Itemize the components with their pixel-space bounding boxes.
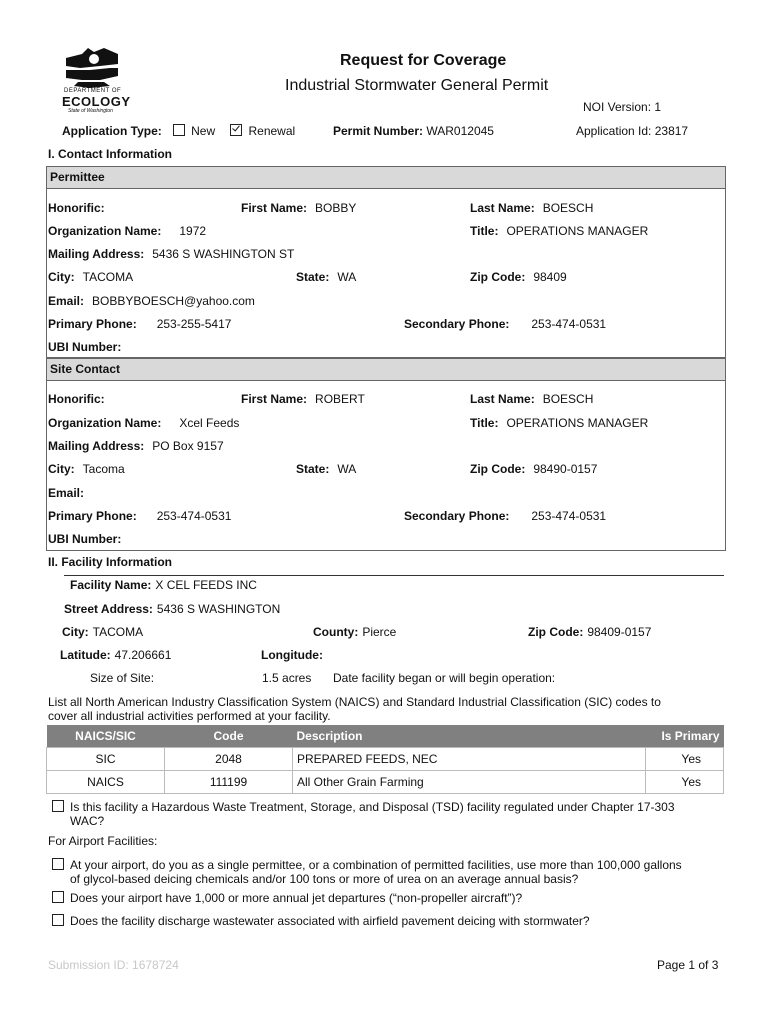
site-ubi-label: UBI Number:	[48, 532, 122, 546]
facility-divider	[64, 575, 724, 576]
col-code: Code	[165, 725, 293, 748]
longitude-label: Longitude:	[261, 648, 323, 662]
facility-latitude	[60, 648, 171, 662]
title-value: OPERATIONS MANAGER	[506, 416, 649, 430]
org-label: Organization Name:	[48, 416, 162, 430]
mailing-label: Mailing Address:	[48, 247, 145, 261]
site-honorific-label: Honorific:	[48, 392, 105, 406]
tsd-question-line1: Is this facility a Hazardous Waste Treatment, Storage, and Disposal (TSD) facility regulated under Chapter 17-303	[70, 800, 675, 814]
airport-question-2	[52, 891, 522, 905]
street-address	[64, 602, 280, 616]
city-value: TACOMA	[92, 625, 144, 639]
site-contact-header: Site Contact	[47, 359, 725, 381]
permittee-header: Permittee	[47, 167, 725, 189]
facility-name-value: X CEL FEEDS INC	[155, 578, 257, 592]
mailing-label: Mailing Address:	[48, 439, 145, 453]
airport-q2-text: Does your airport have 1,000 or more annual jet departures (“non-propeller aircraft”)?	[70, 891, 523, 905]
county-value: Pierce	[362, 625, 397, 639]
county-label: County:	[313, 625, 359, 639]
permittee-email	[48, 294, 255, 308]
city-label: City:	[62, 625, 89, 639]
zip-label: Zip Code:	[470, 270, 526, 284]
facility-city	[62, 625, 143, 639]
latitude-label: Latitude:	[60, 648, 111, 662]
logo-line1: DEPARTMENT OF	[64, 88, 122, 94]
first-name-value: BOBBY	[315, 201, 357, 215]
primary-phone-label: Primary Phone:	[48, 317, 137, 331]
airport-q3-text: Does the facility discharge wastewater associated with airfield pavement deicing with stormwater?	[70, 914, 590, 928]
latitude-value: 47.206661	[114, 648, 172, 662]
tsd-question	[52, 800, 675, 814]
email-label: Email:	[48, 294, 85, 308]
permittee-first-name	[241, 201, 356, 215]
page-number: Page 1 of 3	[657, 958, 719, 972]
permittee-state	[296, 270, 356, 284]
tsd-question-line2: WAC?	[70, 814, 105, 828]
section-contact-title: I. Contact Information	[48, 147, 172, 161]
permit-number	[333, 124, 494, 138]
col-naics-sic: NAICS/SIC	[47, 725, 165, 748]
site-title	[470, 416, 648, 430]
permittee-title	[470, 224, 648, 238]
permittee-mailing	[48, 247, 294, 261]
naics-table	[46, 725, 724, 794]
zip-value: 98409	[533, 270, 567, 284]
primary-phone-value: 253-474-0531	[156, 509, 232, 523]
airport-q2-checkbox[interactable]	[52, 891, 64, 903]
renewal-label: Renewal	[248, 124, 296, 138]
site-city	[48, 462, 125, 476]
mailing-value: PO Box 9157	[152, 439, 224, 453]
permittee-secondary-phone	[404, 317, 606, 331]
permit-number-label: Permit Number:	[333, 124, 424, 138]
page-subtitle: Industrial Stormwater General Permit	[285, 77, 549, 94]
last-name-value: BOESCH	[542, 392, 594, 406]
primary-phone-label: Primary Phone:	[48, 509, 137, 523]
org-label: Organization Name:	[48, 224, 162, 238]
permittee-last-name	[470, 201, 593, 215]
zip-value: 98490-0157	[533, 462, 598, 476]
city-value: TACOMA	[82, 270, 134, 284]
site-email-label: Email:	[48, 486, 85, 500]
cell-type: NAICS	[47, 771, 165, 794]
org-value: 1972	[179, 224, 207, 238]
zip-value: 98409-0157	[587, 625, 652, 639]
application-id: Application Id: 23817	[576, 124, 689, 138]
permittee-primary-phone	[48, 317, 231, 331]
renewal-checkbox[interactable]	[230, 124, 242, 136]
application-type-row	[62, 124, 295, 138]
zip-label: Zip Code:	[528, 625, 584, 639]
table-row	[47, 771, 724, 794]
new-checkbox[interactable]	[173, 124, 185, 136]
table-row	[47, 748, 724, 771]
facility-county	[313, 625, 396, 639]
first-name-value: ROBERT	[315, 392, 365, 406]
site-last-name	[470, 392, 593, 406]
logo-line3: State of Washington	[68, 108, 113, 114]
operation-date-label: Date facility began or will begin operation:	[333, 671, 556, 685]
site-primary-phone	[48, 509, 231, 523]
tsd-checkbox[interactable]	[52, 800, 64, 812]
new-label: New	[191, 124, 216, 138]
street-address-label: Street Address:	[64, 602, 153, 616]
permittee-org	[48, 224, 206, 238]
secondary-phone-value: 253-474-0531	[531, 317, 607, 331]
secondary-phone-value: 253-474-0531	[531, 509, 607, 523]
noi-version: NOI Version: 1	[583, 100, 662, 114]
title-label: Title:	[470, 416, 499, 430]
airport-q1-checkbox[interactable]	[52, 858, 64, 870]
site-state	[296, 462, 356, 476]
permittee-ubi-label: UBI Number:	[48, 340, 122, 354]
last-name-value: BOESCH	[542, 201, 594, 215]
naics-instructions-line1: List all North American Industry Classification System (NAICS) and Standard Industrial Classification (SIC) codes to	[48, 695, 661, 709]
airport-label: For Airport Facilities:	[48, 834, 158, 848]
permittee-city	[48, 270, 133, 284]
cell-is-primary: Yes	[646, 748, 724, 771]
section-facility-title: II. Facility Information	[48, 555, 173, 569]
street-address-value: 5436 S WASHINGTON	[156, 602, 281, 616]
zip-label: Zip Code:	[470, 462, 526, 476]
secondary-phone-label: Secondary Phone:	[404, 509, 510, 523]
naics-table-header	[47, 725, 724, 748]
airport-question-1	[52, 858, 682, 872]
facility-zip	[528, 625, 651, 639]
site-first-name	[241, 392, 365, 406]
airport-q3-checkbox[interactable]	[52, 914, 64, 926]
airport-question-3	[52, 914, 590, 928]
permittee-zip	[470, 270, 567, 284]
page-title: Request for Coverage	[340, 52, 507, 69]
title-value: OPERATIONS MANAGER	[506, 224, 649, 238]
cell-type: SIC	[47, 748, 165, 771]
submission-id: Submission ID: 1678724	[48, 958, 179, 972]
title-label: Title:	[470, 224, 499, 238]
size-of-site-label: Size of Site:	[90, 671, 155, 685]
airport-q1-line1: At your airport, do you as a single permittee, or a combination of permitted facilities, use more than 100,000 gallons	[70, 858, 682, 872]
site-secondary-phone	[404, 509, 606, 523]
size-of-site-value: 1.5 acres	[262, 671, 312, 685]
city-label: City:	[48, 462, 75, 476]
state-value: WA	[337, 462, 357, 476]
cell-description: All Other Grain Farming	[293, 771, 646, 794]
application-type-label: Application Type:	[62, 124, 162, 138]
airport-q1-line2: of glycol-based deicing chemicals and/or 100 tons or more of urea on an average annual basis?	[70, 872, 579, 886]
permit-number-value: WAR012045	[426, 124, 494, 138]
permittee-honorific-label: Honorific:	[48, 201, 105, 215]
state-label: State:	[296, 270, 330, 284]
cell-description: PREPARED FEEDS, NEC	[293, 748, 646, 771]
site-org	[48, 416, 239, 430]
first-name-label: First Name:	[241, 392, 308, 406]
first-name-label: First Name:	[241, 201, 308, 215]
site-mailing	[48, 439, 224, 453]
cell-is-primary: Yes	[646, 771, 724, 794]
last-name-label: Last Name:	[470, 392, 535, 406]
city-label: City:	[48, 270, 75, 284]
state-label: State:	[296, 462, 330, 476]
state-value: WA	[337, 270, 357, 284]
secondary-phone-label: Secondary Phone:	[404, 317, 510, 331]
last-name-label: Last Name:	[470, 201, 535, 215]
col-description: Description	[293, 725, 646, 748]
col-is-primary: Is Primary	[646, 725, 724, 748]
cell-code: 111199	[165, 771, 293, 794]
city-value: Tacoma	[82, 462, 125, 476]
org-value: Xcel Feeds	[179, 416, 240, 430]
facility-name-label: Facility Name:	[70, 578, 152, 592]
facility-name	[70, 578, 257, 592]
site-zip	[470, 462, 597, 476]
naics-instructions-line2: cover all industrial activities performed at your facility.	[48, 709, 331, 723]
mailing-value: 5436 S WASHINGTON ST	[152, 247, 295, 261]
logo-line2: ECOLOGY	[62, 94, 131, 109]
primary-phone-value: 253-255-5417	[156, 317, 232, 331]
email-value: BOBBYBOESCH@yahoo.com	[92, 294, 255, 308]
cell-code: 2048	[165, 748, 293, 771]
